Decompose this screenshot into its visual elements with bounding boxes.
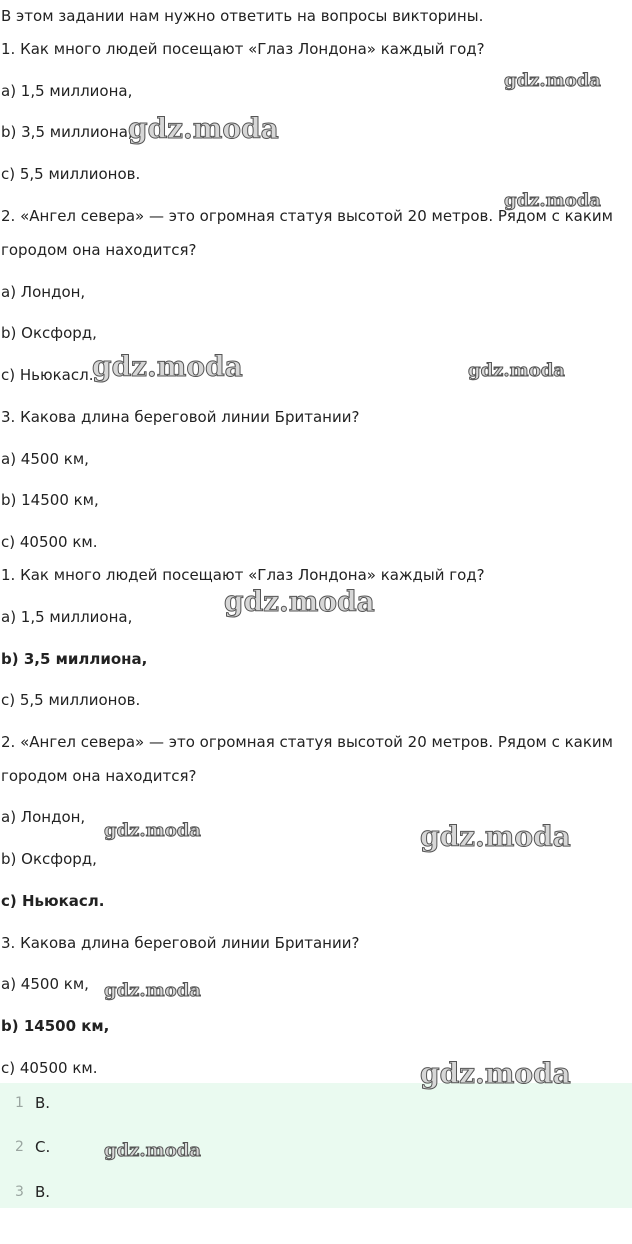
watermark-logo: gdz.moda: [104, 1140, 201, 1161]
watermark-logo: gdz.moda: [420, 1057, 571, 1090]
question-2-repeat-line-2: городом она находится?: [1, 767, 197, 785]
question-1-repeat: 1. Как много людей посещают «Глаз Лондона» каждый год?: [1, 566, 485, 584]
question-1-repeat-option-a: а) 1,5 миллиона,: [1, 608, 133, 626]
question-2-repeat-option-b: b) Оксфорд,: [1, 850, 97, 868]
question-1-correct-option-b: b) 3,5 миллиона,: [1, 650, 148, 668]
answer-value: C.: [35, 1138, 51, 1156]
question-1-repeat-option-c: с) 5,5 миллионов.: [1, 691, 141, 709]
question-1: 1. Как много людей посещают «Глаз Лондона» каждый год?: [1, 40, 485, 58]
question-2-line-2: городом она находится?: [1, 241, 197, 259]
question-3-repeat-option-a: а) 4500 км,: [1, 975, 89, 993]
answer-value: B.: [35, 1183, 51, 1201]
question-2-correct-option-c: с) Ньюкасл.: [1, 892, 105, 910]
question-2-option-c: с) Ньюкасл.: [1, 366, 94, 384]
answer-number: 3: [15, 1184, 24, 1200]
question-3-option-a: а) 4500 км,: [1, 450, 89, 468]
watermark-logo: gdz.moda: [504, 70, 601, 91]
question-2-line-1: 2. «Ангел севера» — это огромная статуя высотой 20 метров. Рядом с каким: [1, 207, 613, 225]
watermark-logo: gdz.moda: [104, 980, 201, 1001]
question-3-repeat-option-c: с) 40500 км.: [1, 1059, 98, 1077]
question-3-option-c: с) 40500 км.: [1, 533, 98, 551]
question-2-option-b: b) Оксфорд,: [1, 324, 97, 342]
question-1-option-a: а) 1,5 миллиона,: [1, 82, 133, 100]
question-1-option-b: b) 3,5 миллиона,: [1, 123, 133, 141]
watermark-logo: gdz.moda: [468, 360, 565, 381]
question-3-option-b: b) 14500 км,: [1, 491, 99, 509]
question-1-option-c: с) 5,5 миллионов.: [1, 165, 141, 183]
question-3: 3. Какова длина береговой линии Британии?: [1, 408, 360, 426]
answer-value: B.: [35, 1094, 51, 1112]
intro-text: В этом задании нам нужно ответить на вопросы викторины.: [1, 7, 484, 25]
watermark-logo: gdz.moda: [128, 112, 279, 145]
watermark-logo: gdz.moda: [420, 820, 571, 853]
answer-number: 2: [15, 1139, 24, 1155]
watermark-logo: gdz.moda: [224, 585, 375, 618]
watermark-logo: gdz.moda: [92, 350, 243, 383]
question-3-repeat: 3. Какова длина береговой линии Британии?: [1, 934, 360, 952]
watermark-logo: gdz.moda: [104, 820, 201, 841]
question-2-repeat-line-1: 2. «Ангел севера» — это огромная статуя высотой 20 метров. Рядом с каким: [1, 733, 613, 751]
question-2-repeat-option-a: а) Лондон,: [1, 808, 86, 826]
watermark-logo: gdz.moda: [504, 190, 601, 211]
question-3-correct-option-b: b) 14500 км,: [1, 1017, 110, 1035]
answers-panel: [0, 1083, 632, 1208]
question-2-option-a: а) Лондон,: [1, 283, 86, 301]
answer-number: 1: [15, 1095, 24, 1111]
